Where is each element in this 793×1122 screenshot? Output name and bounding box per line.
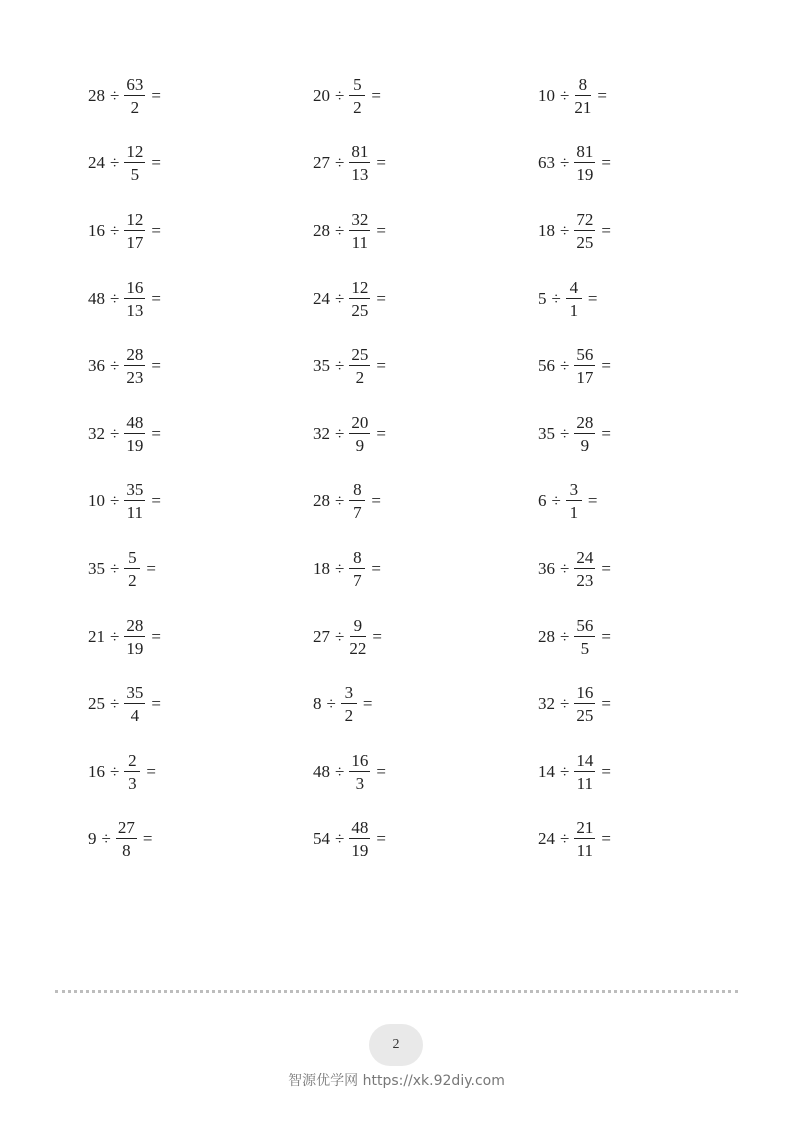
equals-sign: = — [151, 289, 161, 308]
fraction — [574, 684, 595, 724]
fraction — [116, 819, 137, 859]
equals-sign: = — [601, 829, 611, 848]
divide-sign: ÷ — [335, 559, 345, 578]
numerator: 16 — [351, 751, 369, 770]
numerator: 56 — [576, 616, 594, 635]
dividend: 28 — [88, 86, 105, 105]
division-problem — [88, 342, 161, 390]
division-problem — [88, 680, 161, 728]
divide-sign: ÷ — [110, 424, 120, 443]
division-problem — [538, 410, 611, 458]
denominator: 1 — [569, 301, 579, 320]
division-problem — [88, 207, 161, 255]
numerator: 2 — [124, 752, 140, 772]
division-problem — [313, 748, 386, 796]
division-problem — [313, 139, 386, 187]
problem-row — [0, 477, 793, 525]
divide-sign: ÷ — [560, 221, 570, 240]
divide-sign: ÷ — [560, 86, 570, 105]
footer-watermark: 智源优学网 https://xk.92diy.com — [288, 1073, 505, 1089]
fraction — [124, 279, 145, 319]
equals-sign: = — [362, 694, 373, 713]
dividend: 28 — [313, 491, 330, 510]
denominator: 2 — [344, 706, 354, 725]
equals-sign: = — [597, 86, 607, 105]
dividend: 8 — [313, 694, 322, 713]
denominator: 11 — [351, 233, 369, 252]
equals-sign: = — [146, 762, 156, 781]
equals-sign: = — [372, 627, 382, 646]
dividend: 36 — [88, 356, 105, 375]
denominator: 5 — [580, 639, 590, 658]
fraction — [349, 819, 370, 859]
fraction — [349, 549, 365, 589]
divide-sign: ÷ — [335, 424, 345, 443]
division-problem — [88, 477, 161, 525]
numerator: 28 — [126, 345, 144, 364]
dividend: 36 — [538, 559, 555, 578]
dividend: 20 — [313, 86, 330, 105]
equals-sign: = — [151, 491, 161, 510]
fraction — [124, 414, 145, 454]
fraction — [124, 752, 140, 792]
dividend: 32 — [88, 424, 105, 443]
divide-sign: ÷ — [560, 356, 570, 375]
division-problem — [313, 477, 381, 525]
divide-sign: ÷ — [551, 491, 561, 510]
denominator: 3 — [128, 774, 137, 793]
divide-sign: ÷ — [335, 153, 345, 172]
numerator: 8 — [575, 76, 591, 96]
denominator: 21 — [574, 98, 592, 117]
numerator: 8 — [349, 549, 365, 569]
denominator: 25 — [576, 706, 594, 725]
denominator: 13 — [126, 301, 144, 320]
denominator: 4 — [130, 706, 140, 725]
problem-row — [0, 139, 793, 187]
denominator: 7 — [353, 503, 362, 522]
numerator: 63 — [126, 75, 144, 94]
equals-sign: = — [151, 153, 161, 172]
problem-row — [0, 72, 793, 120]
fraction — [349, 481, 365, 521]
division-problem — [88, 748, 156, 796]
division-problem — [313, 72, 381, 120]
equals-sign: = — [376, 356, 386, 375]
fraction — [574, 617, 595, 657]
fraction — [341, 684, 357, 724]
divide-sign: ÷ — [110, 356, 120, 375]
denominator: 11 — [126, 503, 144, 522]
denominator: 25 — [576, 233, 594, 252]
page-number-badge — [369, 1024, 423, 1066]
equals-sign: = — [601, 153, 611, 172]
numerator: 81 — [351, 142, 369, 161]
numerator: 16 — [126, 278, 144, 297]
denominator: 13 — [351, 165, 369, 184]
division-problem — [538, 815, 611, 863]
denominator: 2 — [128, 571, 137, 590]
equals-sign: = — [151, 694, 161, 713]
fraction — [124, 549, 140, 589]
numerator: 16 — [576, 683, 594, 702]
fraction — [349, 279, 370, 319]
equals-sign: = — [142, 829, 153, 848]
dividend: 18 — [538, 221, 555, 240]
dividend: 54 — [313, 829, 330, 848]
problem-row — [0, 680, 793, 728]
equals-sign: = — [601, 762, 611, 781]
division-problem — [538, 477, 597, 525]
equals-sign: = — [601, 559, 611, 578]
division-problem — [313, 342, 386, 390]
numerator: 5 — [124, 549, 140, 569]
fraction — [349, 211, 370, 251]
problem-row — [0, 207, 793, 255]
division-problem — [88, 72, 161, 120]
fraction — [124, 211, 145, 251]
equals-sign: = — [151, 221, 161, 240]
fraction — [566, 481, 582, 521]
division-problem — [538, 207, 611, 255]
dividend: 16 — [88, 762, 105, 781]
dividend: 35 — [88, 559, 105, 578]
problem-row — [0, 275, 793, 323]
equals-sign: = — [371, 559, 381, 578]
equals-sign: = — [601, 424, 611, 443]
dividend: 35 — [538, 424, 555, 443]
fraction — [574, 549, 595, 589]
numerator: 25 — [351, 345, 369, 364]
division-problem — [538, 748, 611, 796]
equals-sign: = — [601, 694, 611, 713]
equals-sign: = — [376, 289, 386, 308]
numerator: 24 — [576, 548, 594, 567]
denominator: 19 — [576, 165, 594, 184]
dividend: 16 — [88, 221, 105, 240]
equals-sign: = — [151, 627, 161, 646]
numerator: 12 — [351, 278, 369, 297]
divide-sign: ÷ — [335, 762, 345, 781]
divide-sign: ÷ — [551, 289, 561, 308]
dividend: 10 — [88, 491, 105, 510]
dividend: 5 — [538, 289, 547, 308]
numerator: 12 — [126, 210, 144, 229]
divide-sign: ÷ — [560, 627, 570, 646]
equals-sign: = — [151, 356, 161, 375]
equals-sign: = — [587, 289, 598, 308]
fraction — [349, 617, 366, 657]
problem-row — [0, 545, 793, 593]
dividend: 21 — [88, 627, 105, 646]
denominator: 11 — [576, 774, 594, 793]
denominator: 7 — [353, 571, 362, 590]
division-problem — [313, 275, 386, 323]
denominator: 23 — [576, 571, 594, 590]
division-problem — [538, 613, 611, 661]
dividend: 32 — [538, 694, 555, 713]
divide-sign: ÷ — [335, 86, 345, 105]
divide-sign: ÷ — [110, 762, 120, 781]
problem-row — [0, 815, 793, 863]
divide-sign: ÷ — [335, 627, 345, 646]
division-problem — [313, 207, 386, 255]
fraction — [124, 346, 145, 386]
numerator: 5 — [349, 76, 365, 96]
division-problem — [88, 410, 161, 458]
dotted-divider — [55, 990, 738, 993]
fraction — [124, 76, 145, 116]
division-problem — [88, 613, 161, 661]
numerator: 56 — [576, 345, 594, 364]
fraction — [124, 143, 145, 183]
dividend: 14 — [538, 762, 555, 781]
divide-sign: ÷ — [326, 694, 336, 713]
divide-sign: ÷ — [110, 627, 120, 646]
dividend: 35 — [313, 356, 330, 375]
dividend: 10 — [538, 86, 555, 105]
numerator: 3 — [341, 684, 357, 704]
divide-sign: ÷ — [110, 559, 120, 578]
denominator: 2 — [353, 98, 362, 117]
denominator: 11 — [576, 841, 594, 860]
dividend: 27 — [313, 153, 330, 172]
denominator: 1 — [569, 503, 579, 522]
dividend: 18 — [313, 559, 330, 578]
numerator: 21 — [576, 818, 594, 837]
division-problem — [88, 139, 161, 187]
divide-sign: ÷ — [560, 829, 570, 848]
equals-sign: = — [601, 221, 611, 240]
divide-sign: ÷ — [110, 153, 120, 172]
denominator: 9 — [355, 436, 365, 455]
numerator: 14 — [576, 751, 594, 770]
dividend: 56 — [538, 356, 555, 375]
dividend: 27 — [313, 627, 330, 646]
numerator: 27 — [117, 818, 135, 837]
denominator: 19 — [351, 841, 369, 860]
equals-sign: = — [151, 424, 161, 443]
equals-sign: = — [601, 627, 611, 646]
fraction — [566, 279, 582, 319]
divide-sign: ÷ — [335, 829, 345, 848]
fraction — [574, 76, 591, 116]
denominator: 17 — [126, 233, 144, 252]
equals-sign: = — [601, 356, 611, 375]
denominator: 17 — [576, 368, 594, 387]
dividend: 24 — [313, 289, 330, 308]
divide-sign: ÷ — [335, 289, 345, 308]
denominator: 23 — [126, 368, 144, 387]
equals-sign: = — [151, 86, 161, 105]
dividend: 48 — [313, 762, 330, 781]
dividend: 32 — [313, 424, 330, 443]
divide-sign: ÷ — [335, 356, 345, 375]
dividend: 28 — [313, 221, 330, 240]
numerator: 72 — [576, 210, 594, 229]
dividend: 24 — [538, 829, 555, 848]
fraction — [349, 76, 365, 116]
division-problem — [88, 275, 161, 323]
equals-sign: = — [376, 762, 386, 781]
numerator: 81 — [576, 142, 594, 161]
dividend: 28 — [538, 627, 555, 646]
divide-sign: ÷ — [335, 221, 345, 240]
divide-sign: ÷ — [110, 221, 120, 240]
problem-row — [0, 410, 793, 458]
fraction — [124, 481, 145, 521]
numerator: 3 — [566, 481, 582, 501]
fraction — [574, 211, 595, 251]
denominator: 3 — [355, 774, 365, 793]
equals-sign: = — [376, 221, 386, 240]
divide-sign: ÷ — [110, 86, 120, 105]
divide-sign: ÷ — [560, 559, 570, 578]
fraction — [574, 752, 595, 792]
division-problem — [538, 680, 611, 728]
numerator: 48 — [126, 413, 144, 432]
equals-sign: = — [376, 424, 386, 443]
numerator: 28 — [126, 616, 144, 635]
equals-sign: = — [371, 86, 381, 105]
dividend: 48 — [88, 289, 105, 308]
denominator: 2 — [355, 368, 365, 387]
divide-sign: ÷ — [110, 289, 120, 308]
divide-sign: ÷ — [110, 694, 120, 713]
numerator: 28 — [576, 413, 594, 432]
denominator: 8 — [122, 841, 131, 860]
equals-sign: = — [376, 829, 386, 848]
division-problem — [538, 72, 607, 120]
denominator: 19 — [126, 639, 144, 658]
divide-sign: ÷ — [560, 424, 570, 443]
numerator: 9 — [350, 617, 366, 637]
denominator: 5 — [130, 165, 140, 184]
problem-row — [0, 748, 793, 796]
denominator: 19 — [126, 436, 144, 455]
division-problem — [313, 613, 382, 661]
fraction — [574, 346, 595, 386]
dividend: 25 — [88, 694, 105, 713]
division-problem — [538, 545, 611, 593]
fraction — [349, 414, 370, 454]
numerator: 20 — [351, 413, 369, 432]
division-problem — [538, 342, 611, 390]
problem-row — [0, 613, 793, 661]
problem-row — [0, 342, 793, 390]
fraction — [124, 617, 145, 657]
fraction — [349, 143, 370, 183]
equals-sign: = — [146, 559, 156, 578]
fraction — [574, 414, 595, 454]
numerator: 12 — [126, 142, 144, 161]
division-problem — [88, 815, 152, 863]
fraction — [574, 143, 595, 183]
fraction — [574, 819, 595, 859]
divide-sign: ÷ — [110, 491, 120, 510]
division-problem — [538, 139, 611, 187]
equals-sign: = — [376, 153, 386, 172]
equals-sign: = — [587, 491, 598, 510]
dividend: 63 — [538, 153, 555, 172]
division-problem — [313, 545, 381, 593]
dividend: 24 — [88, 153, 105, 172]
dividend: 6 — [538, 491, 547, 510]
denominator: 9 — [580, 436, 590, 455]
divide-sign: ÷ — [560, 694, 570, 713]
denominator: 22 — [349, 639, 367, 658]
division-problem — [313, 680, 372, 728]
equals-sign: = — [371, 491, 381, 510]
numerator: 32 — [351, 210, 369, 229]
fraction — [349, 346, 370, 386]
divide-sign: ÷ — [560, 153, 570, 172]
numerator: 35 — [126, 480, 144, 499]
divide-sign: ÷ — [560, 762, 570, 781]
division-problem — [313, 815, 386, 863]
division-problem — [313, 410, 386, 458]
fraction — [349, 752, 370, 792]
division-problem — [538, 275, 597, 323]
dividend: 9 — [88, 829, 97, 848]
numerator: 4 — [566, 279, 582, 299]
numerator: 8 — [349, 481, 365, 501]
divide-sign: ÷ — [101, 829, 111, 848]
denominator: 2 — [130, 98, 140, 117]
page-number: 2 — [392, 1037, 400, 1052]
numerator: 35 — [126, 683, 144, 702]
fraction — [124, 684, 145, 724]
numerator: 48 — [351, 818, 369, 837]
division-problem — [88, 545, 156, 593]
divide-sign: ÷ — [335, 491, 345, 510]
denominator: 25 — [351, 301, 369, 320]
